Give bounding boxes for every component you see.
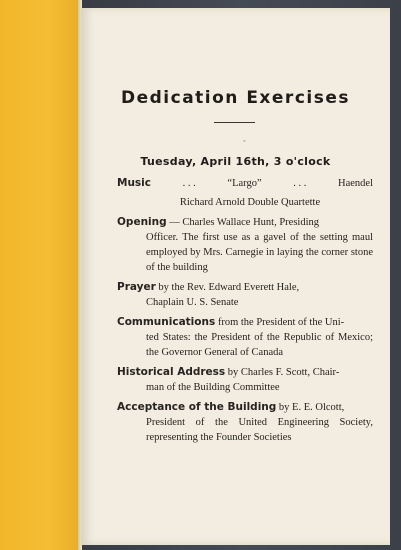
program-entry-communications <box>117 315 373 360</box>
program-page <box>81 8 390 545</box>
entry-label-opening: Opening <box>117 216 167 228</box>
opening-first-line <box>117 215 373 230</box>
program-list <box>117 176 373 450</box>
date-time-heading: Tuesday, April 16th, 3 o'clock <box>140 155 331 168</box>
entry-label-prayer: Prayer <box>117 281 156 293</box>
program-entry-historical-address <box>117 365 373 395</box>
entry-label-music: Music <box>117 177 151 189</box>
historical-text-rest: man of the Building Committee <box>146 382 280 393</box>
program-entry-opening <box>117 215 373 275</box>
communications-text-first: from the President of the Uni- <box>217 317 345 328</box>
music-piece: “Largo” <box>227 178 262 189</box>
title-rule <box>214 122 255 123</box>
booklet-cover <box>0 0 81 550</box>
entry-label-historical-address: Historical Address <box>117 366 226 378</box>
prayer-first-line <box>117 280 373 295</box>
music-row <box>117 176 373 191</box>
page-title: Dedication Exercises <box>120 88 350 108</box>
ink-mark: ˇ <box>243 139 246 148</box>
acceptance-first-line <box>117 400 373 415</box>
prayer-text-first: by the Rev. Edward Everett Hale, <box>158 282 300 293</box>
program-entry-acceptance <box>117 400 373 445</box>
communications-first-line <box>117 315 373 330</box>
music-dots-left: . . . <box>182 178 196 189</box>
acceptance-text-rest: President of the United Engineering Society, representing the Founder Societies <box>146 417 373 443</box>
program-entry-prayer <box>117 280 373 310</box>
music-performer: Richard Arnold Double Quartette <box>179 197 321 208</box>
entry-label-acceptance: Acceptance of the Building <box>117 401 277 413</box>
opening-text-first: — Charles Wallace Hunt, Presiding <box>169 217 319 228</box>
opening-text-rest: Officer. The first use as a gavel of the setting maul employed by Mrs. Carnegie in laying the corner stone of the building <box>146 232 373 273</box>
music-dots-right: . . . <box>293 178 307 189</box>
historical-text-first: by Charles F. Scott, Chair- <box>227 367 340 378</box>
communications-text-rest: ted States: the President of the Republic of Mexico; the Governor General of Canada <box>146 332 373 358</box>
entry-label-communications: Communications <box>117 316 216 328</box>
program-entry-music <box>117 176 373 210</box>
acceptance-text-first: by E. E. Olcott, <box>278 402 345 413</box>
prayer-text-rest: Chaplain U. S. Senate <box>146 297 239 308</box>
historical-first-line <box>117 365 373 380</box>
music-composer: Haendel <box>338 178 373 189</box>
